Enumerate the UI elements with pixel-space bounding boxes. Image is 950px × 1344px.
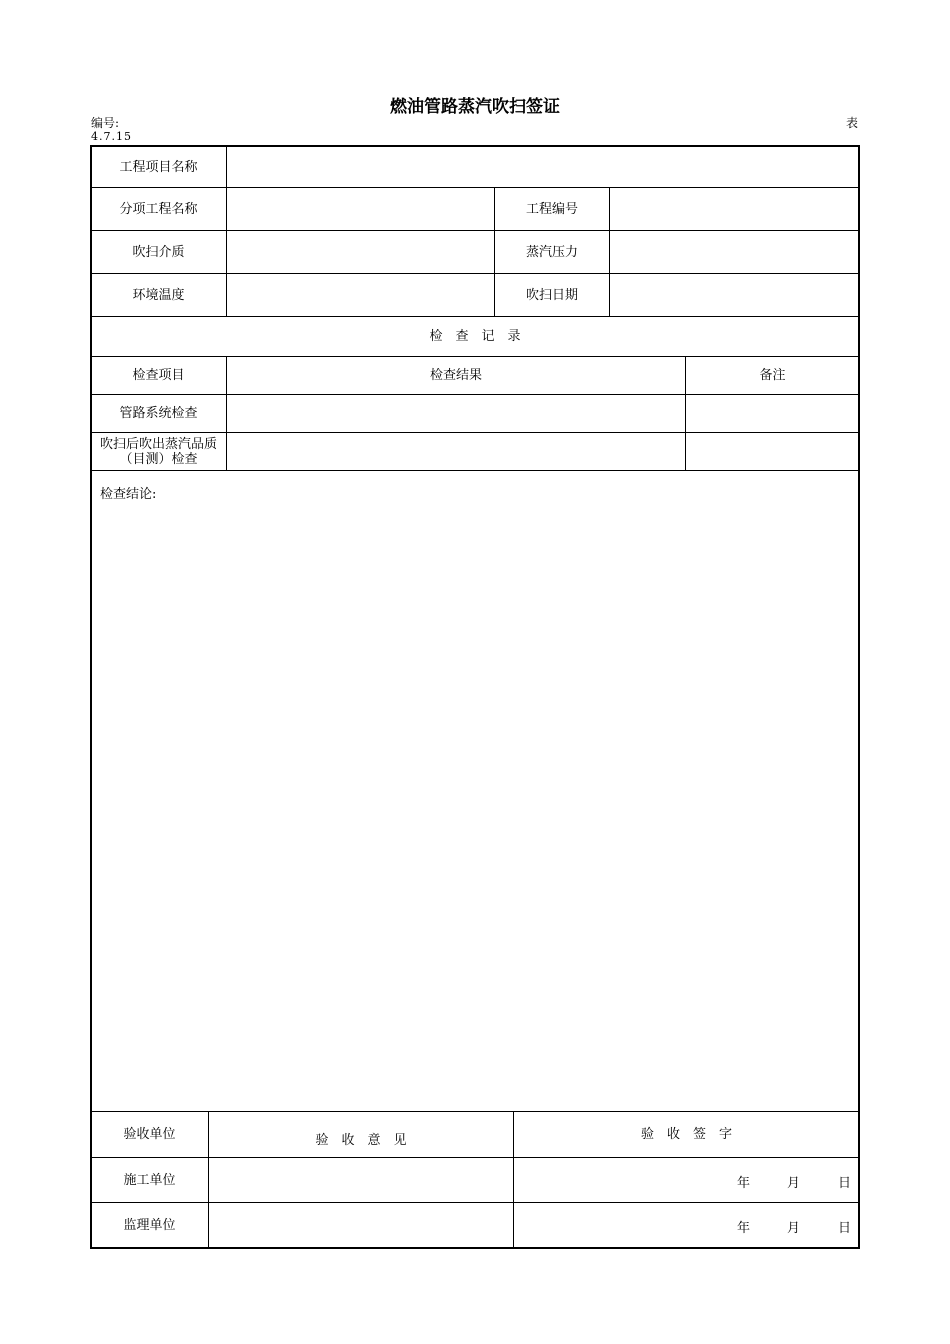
supervision-year-label: 年 (737, 1221, 751, 1236)
purge-medium-label: 吹扫介质 (132, 244, 185, 260)
steam-quality-result-field[interactable] (227, 433, 685, 470)
code-label: 编号: (91, 116, 120, 130)
purge-date-label: 吹扫日期 (525, 287, 578, 303)
steam-quality-remark-field[interactable] (686, 433, 859, 470)
purge-medium-field[interactable] (227, 231, 494, 273)
supervision-opinion-field[interactable] (209, 1203, 513, 1247)
project-code-label: 工程编号 (525, 201, 578, 217)
pipe-system-result-field[interactable] (227, 395, 685, 432)
acceptance-unit-label: 验收单位 (123, 1127, 176, 1142)
sub-project-name-label: 分项工程名称 (119, 201, 198, 217)
construction-day-label: 日 (838, 1176, 852, 1191)
row-divider (91, 470, 859, 471)
acceptance-signature-label: 验 收 签 字 (640, 1127, 732, 1142)
conclusion-field[interactable] (91, 500, 859, 1110)
supervision-day-label: 日 (838, 1221, 852, 1236)
col-header-item: 检查项目 (132, 368, 185, 383)
project-name-label: 工程项目名称 (119, 159, 198, 175)
acceptance-opinion-label: 验 收 意 见 (315, 1133, 407, 1148)
construction-unit-label: 施工单位 (123, 1172, 176, 1188)
inspection-row-steam-quality: 吹扫后吹出蒸汽品质（目测）检查 (99, 436, 217, 467)
project-code-field[interactable] (610, 188, 859, 230)
construction-year-label: 年 (737, 1176, 751, 1191)
pipe-system-remark-field[interactable] (686, 395, 859, 432)
steam-pressure-field[interactable] (610, 231, 859, 273)
inspection-row-pipe-system: 管路系统检查 (119, 406, 198, 421)
supervision-month-label: 月 (787, 1221, 801, 1236)
col-header-result: 检查结果 (429, 368, 482, 383)
code-number: 4.7.15 (91, 130, 132, 143)
project-name-field[interactable] (227, 147, 859, 187)
construction-month-label: 月 (787, 1176, 801, 1191)
form-title: 燃油管路蒸汽吹扫签证 (390, 97, 560, 117)
conclusion-label: 检查结论: (100, 487, 157, 502)
steam-pressure-label: 蒸汽压力 (525, 244, 578, 260)
construction-opinion-field[interactable] (209, 1158, 513, 1202)
inspection-section-title: 检 查 记 录 (429, 329, 521, 344)
col-header-remark: 备注 (759, 368, 786, 383)
ambient-temp-label: 环境温度 (132, 287, 185, 303)
sub-project-name-field[interactable] (227, 188, 494, 230)
ambient-temp-field[interactable] (227, 274, 494, 316)
supervision-unit-label: 监理单位 (123, 1217, 176, 1233)
purge-date-field[interactable] (610, 274, 859, 316)
table-label: 表 (845, 116, 858, 130)
